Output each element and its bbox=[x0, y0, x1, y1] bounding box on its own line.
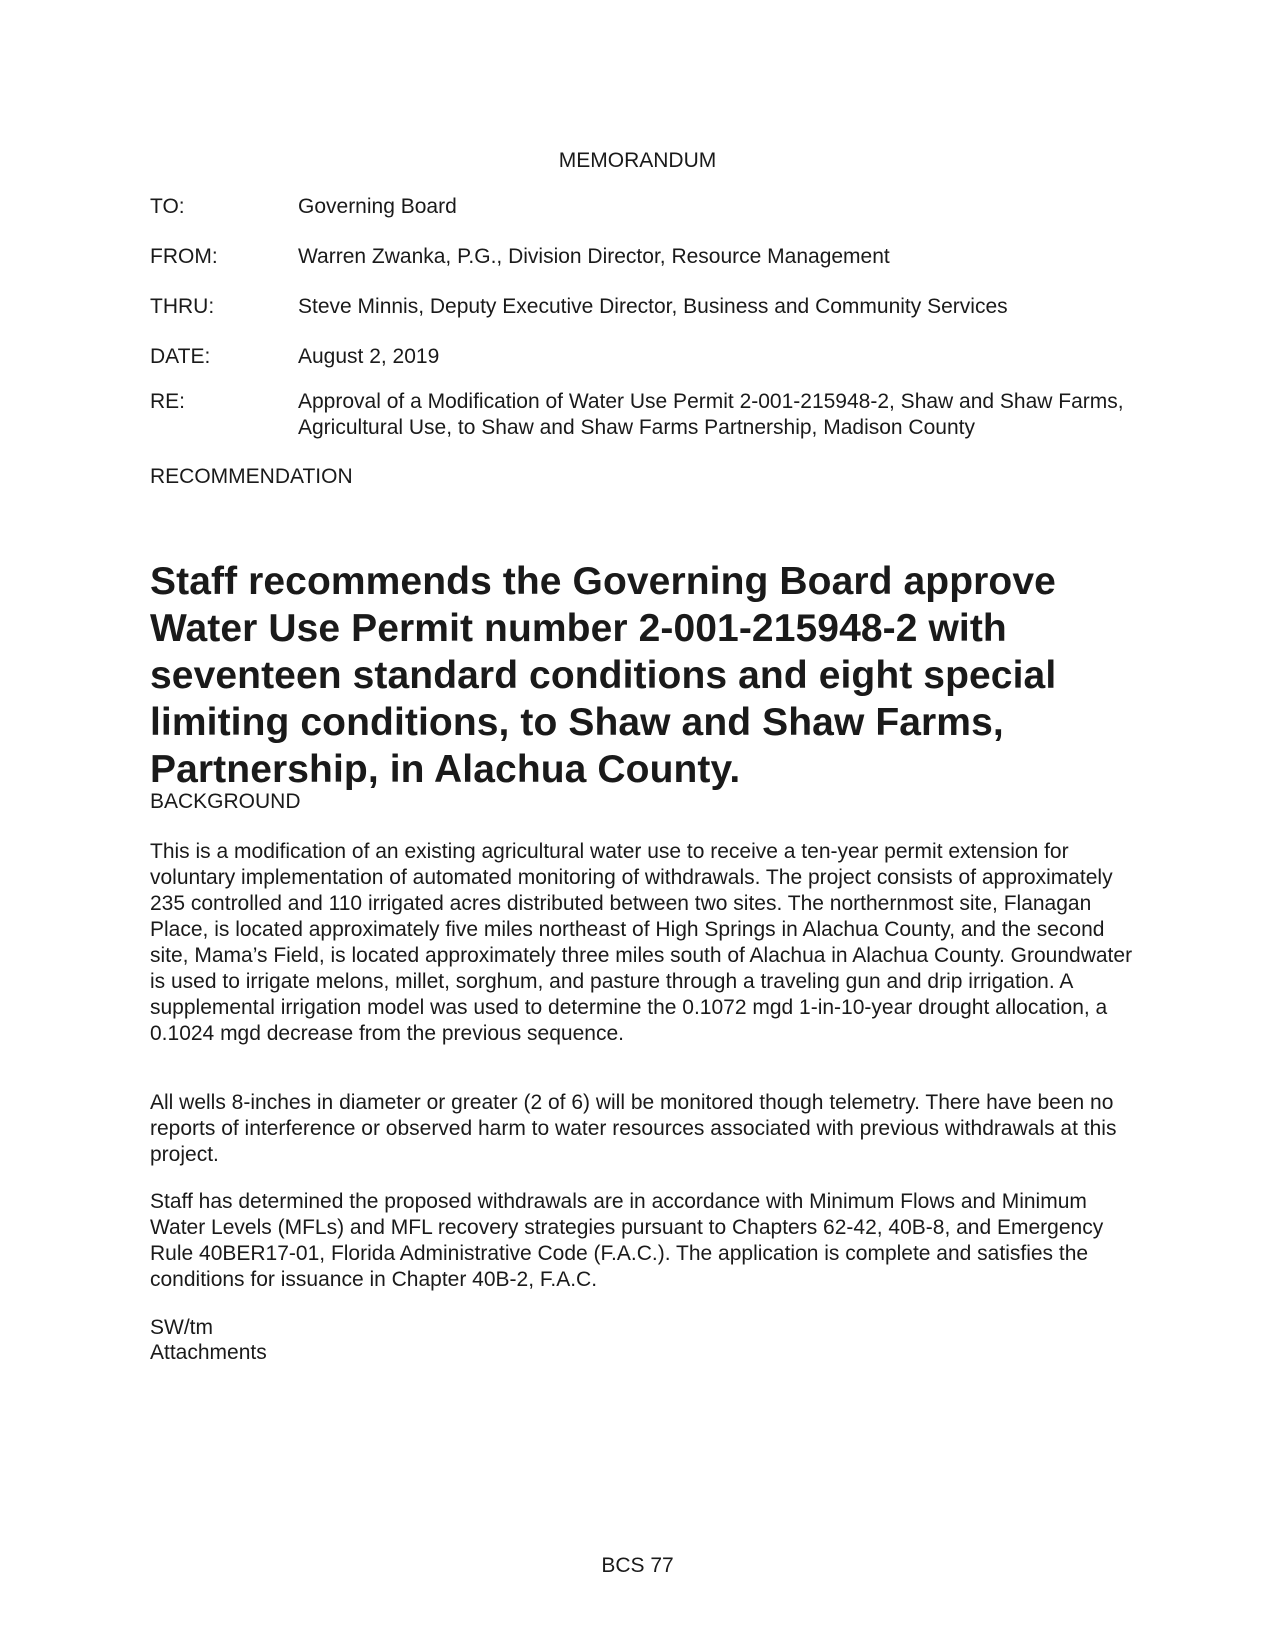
recommendation-text: Staff recommends the Governing Board approve Water Use Permit number 2-001-215948-2 with seventeen standard conditions and eight special limiting conditions, to Shaw and Shaw Farms, Partnership, in Alachua County. bbox=[150, 560, 1057, 791]
background-paragraph-2: All wells 8-inches in diameter or greater (2 of 6) will be monitored though telemetry. There have been no reports of interference or observed harm to water resources associated with previous withdrawals at this project. bbox=[150, 1091, 1117, 1166]
memo-title: MEMORANDUM bbox=[558, 149, 717, 172]
background-paragraph-3: Staff has determined the proposed withdrawals are in accordance with Minimum Flows and Minimum Water Levels (MFLs) and MFL recovery strategies pursuant to Chapters 62-42, 40B-8, and Emergency Rule 40BER17-01, Florida Administrative Code (F.A.C.). The application is complete and satisfies the conditions for issuance in Chapter 40B-2, F.A.C. bbox=[150, 1190, 1104, 1291]
thru-value: Steve Minnis, Deputy Executive Director, Business and Community Services bbox=[298, 295, 1008, 318]
background-paragraph-1: This is a modification of an existing agricultural water use to receive a ten-year permit extension for voluntary implementation of automated monitoring of withdrawals. The project consists of approximately 235 controlled and 110 irrigated acres distributed between two sites. The northernmost site, Flanagan Place, is located approximately five miles northeast of High Springs in Alachua County, and the second site, Mama’s Field, is located approximately three miles south of Alachua in Alachua County. Groundwater is used to irrigate melons, millet, sorghum, and pasture through a traveling gun and drip irrigation. A supplemental irrigation model was used to determine the 0.1072 mgd 1-in-10-year drought allocation, a 0.1024 mgd decrease from the previous sequence. bbox=[150, 840, 1133, 1045]
page-number: BCS 77 bbox=[601, 1554, 674, 1577]
thru-label: THRU: bbox=[150, 295, 215, 318]
date-value: August 2, 2019 bbox=[298, 345, 440, 368]
from-label: FROM: bbox=[150, 245, 218, 268]
to-value: Governing Board bbox=[298, 195, 457, 218]
closing-initials: SW/tm bbox=[150, 1316, 213, 1339]
from-value: Warren Zwanka, P.G., Division Director, Resource Management bbox=[298, 245, 890, 268]
background-heading: BACKGROUND bbox=[150, 790, 301, 813]
closing-attachments: Attachments bbox=[150, 1341, 267, 1364]
to-label: TO: bbox=[150, 195, 185, 218]
recommendation-heading: RECOMMENDATION bbox=[150, 465, 353, 488]
re-label: RE: bbox=[150, 390, 186, 413]
date-label: DATE: bbox=[150, 345, 211, 368]
re-value: Approval of a Modification of Water Use Permit 2-001-215948-2, Shaw and Shaw Farms, Agricultural Use, to Shaw and Shaw Farms Partnership, Madison County bbox=[298, 390, 1124, 439]
